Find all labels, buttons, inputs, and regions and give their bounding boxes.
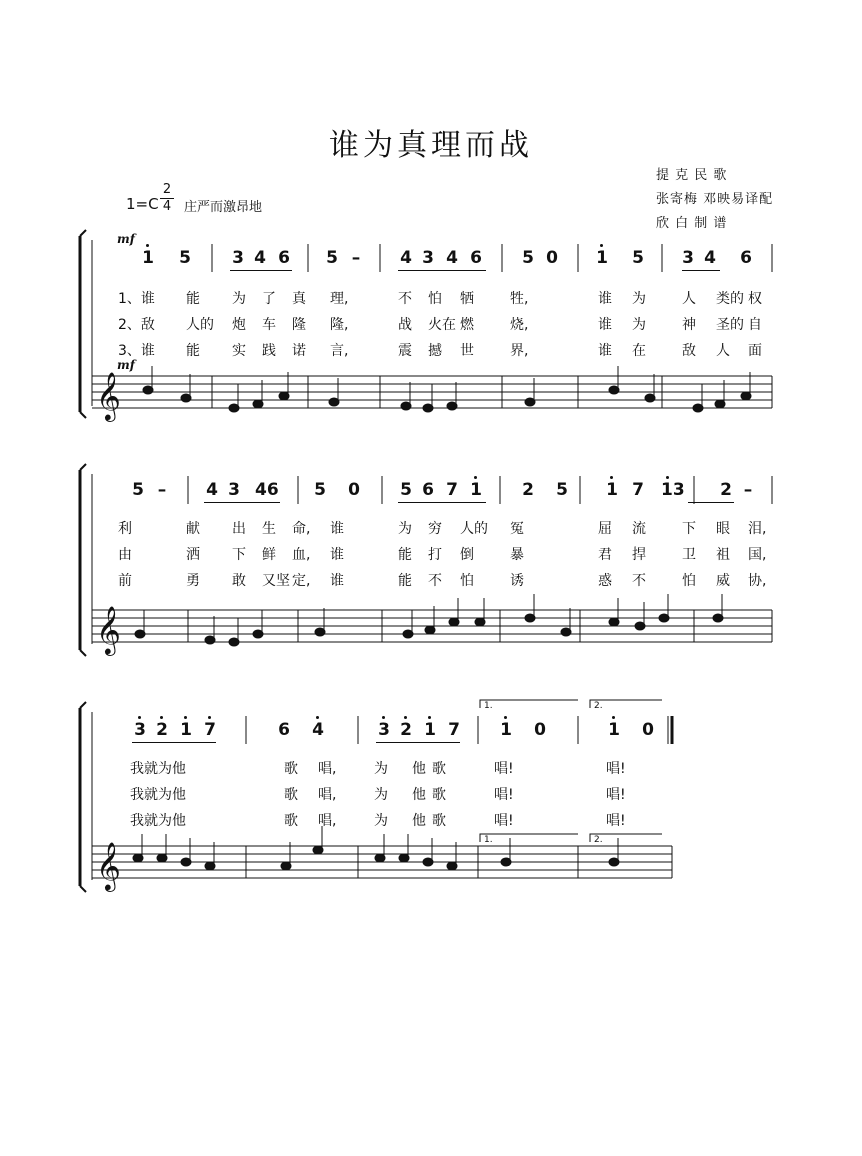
lyric-syllable: 流 [632,521,646,537]
beat-underline [688,502,734,503]
jianpu-note: 1 [605,480,619,500]
lyric-syllable: 践 [262,343,276,359]
lyric-syllable: 战 [398,317,412,333]
lyric-syllable: 倒 [460,547,474,563]
lyric-syllable: 类的 [716,291,744,307]
lyric-syllable: 歌 [284,813,298,829]
octave-dot [146,244,149,247]
jianpu-note: – [743,480,753,500]
jianpu-note: 6 [740,248,752,268]
lyric-syllable: 唱! [494,787,514,803]
jianpu-note: 5 [314,480,326,500]
octave-dot [160,716,163,719]
lyric-syllable: 泪, [748,521,767,537]
lyric-syllable: 他 [412,787,426,803]
lyric-syllable: 为 [374,761,388,777]
octave-dot [404,716,407,719]
lyric-syllable: 冤 [510,521,524,537]
lyric-syllable: 能 [398,573,412,589]
lyric-syllable: 人 [716,343,730,359]
jianpu-note: 3 [228,480,240,500]
lyric-syllable: 3、谁 [118,343,155,359]
lyric-syllable: 燃 [460,317,474,333]
lyric-syllable: 卫 [682,547,696,563]
lyric-syllable: 人 [682,291,696,307]
jianpu-note: 3 [133,720,147,740]
lyric-syllable: 牲, [510,291,529,307]
lyric-syllable: 他 [412,761,426,777]
lyric-syllable: 烧, [510,317,529,333]
lyric-syllable: 神 [682,317,696,333]
octave-dot [138,716,141,719]
lyric-syllable: 献 [186,521,200,537]
lyric-syllable: 权 [748,291,762,307]
jianpu-note: 5 [326,248,338,268]
lyric-syllable: 界, [510,343,529,359]
lyric-syllable: 他 [412,813,426,829]
credit-translators: 张寄梅 邓映易译配 [656,192,774,207]
lyric-syllable: 君 [598,547,612,563]
page-title: 谁为真理而战 [329,128,533,163]
lyric-syllable: 为 [398,521,412,537]
treble-clef-icon: 𝄞 [96,841,121,890]
jianpu-note: 4 [400,248,412,268]
jianpu-note: – [351,248,361,268]
lyric-syllable: 火在 [428,317,456,333]
lyric-syllable: 震 [398,343,412,359]
jianpu-note: 6 [470,248,482,268]
jianpu-note: 0 [642,720,654,740]
lyric-syllable: 命, [292,521,311,537]
ending-2-label-staff: 2. [594,835,603,845]
lyric-syllable: 唱! [494,813,514,829]
lyric-syllable: 面 [748,343,762,359]
lyric-syllable: 利 [118,521,132,537]
jianpu-note: 1 [141,248,155,268]
jianpu-note: 3 [682,248,694,268]
lyric-syllable: 勇 [186,573,200,589]
lyric-syllable: 谁 [598,317,612,333]
lyric-syllable: 鲜 [262,547,276,563]
octave-dot [600,244,603,247]
jianpu-note: 3 [232,248,244,268]
lyric-syllable: 为 [374,787,388,803]
lyric-syllable: 谁 [330,521,344,537]
lyric-syllable: 协, [748,573,767,589]
lyric-syllable: 炮 [232,317,246,333]
octave-dot [184,716,187,719]
jianpu-note: 2 [720,480,732,500]
meter-top: 2 [162,182,172,197]
ending-2-label: 2. [594,701,603,711]
lyric-syllable: 世 [460,343,474,359]
lyric-syllable: 定, [292,573,311,589]
lyric-syllable: 不 [398,291,412,307]
lyric-syllable: 人的 [460,521,488,537]
lyric-syllable: 眼 [716,521,730,537]
jianpu-note: 6 [422,480,434,500]
octave-dot [610,476,613,479]
lyric-syllable: 在 [632,343,646,359]
jianpu-note: 4 [206,480,218,500]
lyric-syllable: 唱, [318,787,337,803]
beat-underline [376,742,460,743]
lyric-syllable: 血, [292,547,311,563]
lyric-syllable: 唱! [494,761,514,777]
jianpu-note: 5 [132,480,144,500]
jianpu-note: 4 [704,248,716,268]
lyric-syllable: 谁 [598,343,612,359]
jianpu-note: 5 [179,248,191,268]
lyric-syllable: 言, [330,343,349,359]
treble-clef-icon: 𝄞 [96,605,121,654]
lyric-syllable: 惑 [598,573,612,589]
lyric-syllable: 能 [398,547,412,563]
jianpu-note: 0 [534,720,546,740]
jianpu-note: 3 [422,248,434,268]
lyric-syllable: 歌 [432,787,446,803]
lyric-syllable: 又坚 [262,573,290,589]
lyric-syllable: 我就为他 [130,787,186,803]
lyric-syllable: 实 [232,343,246,359]
octave-dot [316,716,319,719]
lyric-syllable: 理, [330,291,349,307]
lyric-syllable: 唱! [606,761,626,777]
octave-dot [504,716,507,719]
lyric-syllable: 捍 [632,547,646,563]
beat-underline [398,502,486,503]
credit-source: 提 克 民 歌 [656,168,728,183]
lyric-syllable: 为 [232,291,246,307]
lyric-syllable: 能 [186,343,200,359]
lyric-syllable: 唱! [606,787,626,803]
treble-clef-icon: 𝄞 [96,371,121,420]
lyric-syllable: 暴 [510,547,524,563]
jianpu-note: 2 [155,720,169,740]
jianpu-note: 5 [632,248,644,268]
jianpu-note: 1 [607,720,621,740]
lyric-syllable: 1、谁 [118,291,155,307]
lyric-syllable: 真 [292,291,306,307]
lyric-syllable: 为 [632,317,646,333]
lyric-syllable: 敢 [232,573,246,589]
lyric-syllable: 威 [716,573,730,589]
jianpu-note: 2 [399,720,413,740]
lyric-syllable: 谁 [598,291,612,307]
jianpu-note: 46 [255,480,279,500]
lyric-syllable: 车 [262,317,276,333]
lyric-syllable: 歌 [284,761,298,777]
octave-dot [208,716,211,719]
credit-arranger: 欣 白 制 谱 [656,216,728,231]
lyric-syllable: 歌 [432,813,446,829]
lyric-syllable: 不 [428,573,442,589]
lyric-syllable: 穷 [428,521,442,537]
lyric-syllable: 唱, [318,813,337,829]
jianpu-note: 5 [522,248,534,268]
lyric-syllable: 了 [262,291,276,307]
lyric-syllable: 下 [232,547,246,563]
jianpu-note: 1 [499,720,513,740]
tempo-marking: 庄严而激昂地 [184,200,263,215]
jianpu-note: 1 [595,248,609,268]
lyric-syllable: 敌 [682,343,696,359]
ending-1-label: 1. [484,701,493,711]
jianpu-note: 5 [556,480,568,500]
lyric-syllable: 洒 [186,547,200,563]
jianpu-note: 4 [254,248,266,268]
jianpu-note: 7 [448,720,460,740]
lyric-syllable: 我就为他 [130,813,186,829]
meter-bottom: 4 [162,199,172,214]
lyric-syllable: 诺 [292,343,306,359]
jianpu-note: 4 [446,248,458,268]
lyric-syllable: 撼 [428,343,442,359]
lyric-syllable: 不 [632,573,646,589]
lyric-syllable: 为 [632,291,646,307]
lyric-syllable: 出 [232,521,246,537]
lyric-syllable: 我就为他 [130,761,186,777]
lyric-syllable: 谁 [330,573,344,589]
jianpu-note: – [157,480,167,500]
jianpu-note: 7 [446,480,458,500]
lyric-syllable: 怕 [682,573,696,589]
lyric-syllable: 唱! [606,813,626,829]
lyric-syllable: 生 [262,521,276,537]
lyric-syllable: 诱 [510,573,524,589]
lyric-syllable: 隆, [330,317,349,333]
jianpu-note: 7 [632,480,644,500]
lyric-syllable: 歌 [432,761,446,777]
beat-underline [398,270,486,271]
jianpu-note: 6 [278,720,290,740]
lyric-syllable: 2、敌 [118,317,155,333]
octave-dot [612,716,615,719]
key-signature: 1=C [126,195,159,213]
jianpu-note: 0 [546,248,558,268]
jianpu-note: 13 [661,480,675,500]
lyric-syllable: 歌 [284,787,298,803]
lyric-syllable: 牺 [460,291,474,307]
beat-underline [682,270,720,271]
lyric-syllable: 人的 [186,317,214,333]
octave-dot [474,476,477,479]
octave-dot [666,476,669,479]
lyric-syllable: 谁 [330,547,344,563]
dynamic-mark: mf [117,232,135,246]
jianpu-note: 7 [203,720,217,740]
lyric-syllable: 为 [374,813,388,829]
lyric-syllable: 前 [118,573,132,589]
jianpu-note: 6 [278,248,290,268]
jianpu-note: 2 [522,480,534,500]
jianpu-note: 1 [179,720,193,740]
jianpu-note: 5 [400,480,412,500]
jianpu-note: 3 [377,720,391,740]
beat-underline [204,502,280,503]
lyric-syllable: 祖 [716,547,730,563]
lyric-syllable: 打 [428,547,442,563]
ending-1-label-staff: 1. [484,835,493,845]
jianpu-note: 4 [311,720,325,740]
beat-underline [230,270,292,271]
octave-dot [428,716,431,719]
lyric-syllable: 唱, [318,761,337,777]
jianpu-note: 0 [348,480,360,500]
jianpu-note: 1 [423,720,437,740]
beat-underline [132,742,216,743]
lyric-syllable: 下 [682,521,696,537]
lyric-syllable: 自 [748,317,762,333]
lyric-syllable: 能 [186,291,200,307]
octave-dot [382,716,385,719]
lyric-syllable: 怕 [460,573,474,589]
lyric-syllable: 圣的 [716,317,744,333]
lyric-syllable: 国, [748,547,767,563]
lyric-syllable: 屈 [598,521,612,537]
dynamic-mark-staff: mf [117,358,135,372]
jianpu-note: 1 [469,480,483,500]
lyric-syllable: 隆 [292,317,306,333]
lyric-syllable: 怕 [428,291,442,307]
lyric-syllable: 由 [118,547,132,563]
